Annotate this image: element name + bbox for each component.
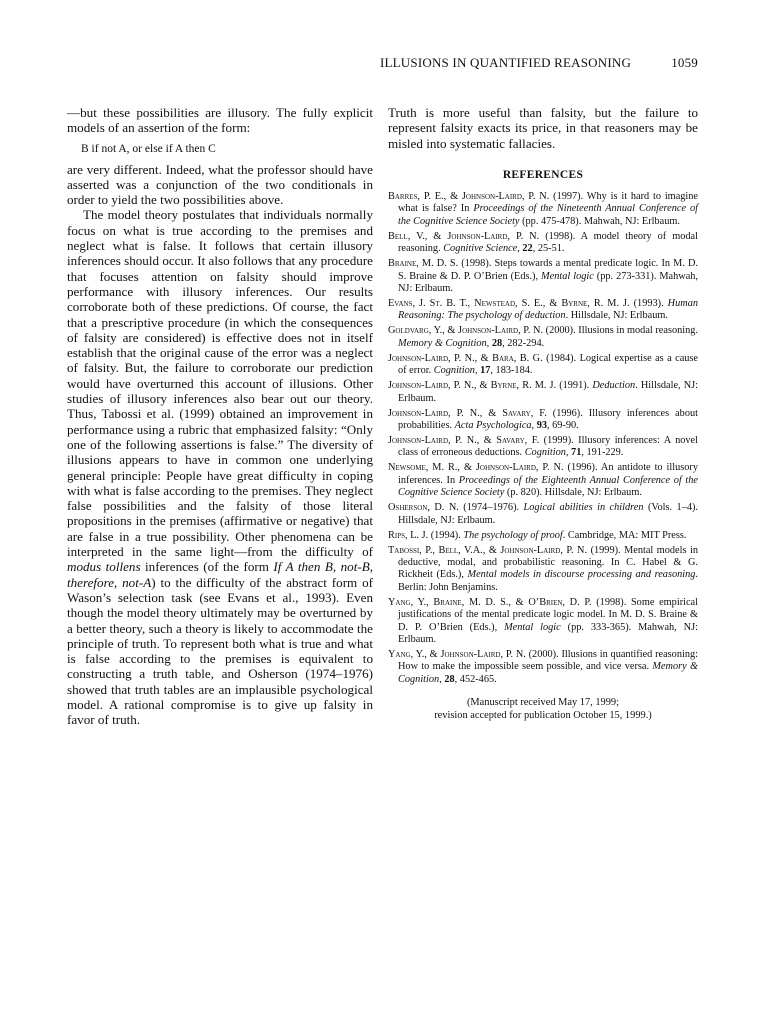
running-title: ILLUSIONS IN QUANTIFIED REASONING [380,55,632,70]
reference-text-c: , 25-51. [532,243,565,255]
reference-volume: 17 [480,365,491,377]
reference-volume: 93 [536,419,547,431]
reference-text-b: , [517,243,523,255]
reference-authors: Yang, Y., Braine, M. D. S., & O’Brien, D. P. [388,596,592,608]
reference-title: Proceedings of the Nineteenth Annual Conference of the Cognitive Science Society [398,203,698,227]
reference-text-a: (1998). Steps towards a mental predicate logic. In M. D. S. Braine & D. P. O’Brien (Eds.), [398,258,699,282]
reference-authors: Osherson, D. N. [388,502,459,514]
reference-item [388,649,698,686]
reference-text-c: , 452-465. [454,673,497,685]
reference-text-c: , 191-229. [581,447,624,459]
reference-title: The psychology of proof [463,529,563,541]
reference-authors: Goldvarg, Y., & Johnson-Laird, P. N. [388,325,544,337]
reference-item [388,435,698,460]
reference-text-b: . Berlin: John Benjamins. [398,569,698,593]
reference-text-b: (pp. 475-478). Mahwah, NJ: Erlbaum. [519,215,680,227]
reference-item [388,545,698,595]
paragraph-3-text-c: ) to the difficulty of the abstract form of Wason’s selection task (see Evans et al., 1993). Even though the model theory ultimately may be overturned by a better theory, such a theory is likely to accommodate the principle of truth. To represent both what is true and what is false according to the premises is equivalent to constructing a truth table, and Osherson (1974–1976) showed that truth tables are an implausible psychological model. A rational compromise is to give up falsity in favor of truth. [67,574,373,728]
reference-text-b: , [474,365,481,377]
reference-text-a: (1991). [556,380,593,392]
page-number: 1059 [671,55,698,70]
reference-title: Memory & Cognition [398,661,698,685]
references-heading: REFERENCES [502,168,584,181]
reference-item [388,325,698,350]
reference-title: Mental logic [541,270,594,282]
reference-text-a: (1998). Some empirical justifications of the mental predicate logic model. In M. D. S. Braine & D. P. O’Brien (Eds.), [398,596,698,633]
reference-title: Mental models in discourse processing and reasoning [467,569,696,581]
reference-text-a: (1999). Illusory inferences: A novel class of erroneous deductions. [398,434,698,459]
reference-text-b: , [486,337,492,349]
reference-authors: Tabossi, P., Bell, V.A., & Johnson-Laird, P. N. [388,544,588,556]
reference-volume: 22 [522,243,533,255]
reference-text-c: , 69-90. [547,419,579,431]
reference-title: Cognition [433,365,475,377]
reference-text-a: (1993). [629,297,668,309]
running-header [380,55,698,71]
reference-authors: Bell, V., & Johnson-Laird, P. N. [388,230,540,242]
paragraph-3-text-b: inferences (of the form [140,559,274,575]
paragraph-closing: Truth is more useful than falsity, but the failure to represent falsity exacts its price, in that reasoners may be misled into systematic fallacies. [388,105,698,151]
reference-text-a: (1996). Illusory inferences about probabilities. [398,407,698,431]
reference-title: Human Reasoning: The psychology of deduction [398,297,698,322]
reference-item [388,408,698,433]
reference-title: Proceedings of the Eighteenth Annual Conference of the Cognitive Science Society [398,474,698,499]
reference-text-a: (1997). Why is it hard to imagine what is false? In [398,190,698,215]
manuscript-note [388,696,698,722]
reference-title: Cognition [524,447,566,459]
reference-text-a: (1998). A model theory of modal reasoning. [398,230,698,255]
reference-volume: 71 [571,447,582,459]
reference-text-b: (pp. 273-331). Mahwah, NJ: Erlbaum. [398,270,698,294]
reference-text-a: (2000). Illusions in modal reasoning. [543,325,698,337]
paragraph-3-text-a: The model theory postulates that individuals normally focus on what is true according to the premises and neglect what is false. It follows that certain illusory inferences should occur. It also follows that any procedure that focuses attention on falsity should improve performance with illusory inferences. Our results corroborate both of these predictions. Of course, the fact that a prescriptive procedure (in which the consequences of falsity are considered) is effective does not in itself establish that the original cause of the error was a neglect of falsity. But, the failure to corroborate our prediction would have overturned this account of illusions. Other studies of illusory inferences also bear out our theory. Thus, Tabossi et al. (1999) obtained an improvement in performance using a rubric that emphasized falsity: “Only one of the following assertions is false.” The diversity of illusions appears to have in common one underlying general principle: People have great difficulty in coping with what is false according to the premises. They neglect false possibilities and the falsity of those literal propositions in the premises (affirmative or negative) that are false in a true possibility. Other phenomena can be interpreted in the same light—from the difficulty of [67,207,373,560]
reference-text-a: (1994). [428,529,464,541]
paragraph-3 [67,207,373,727]
reference-volume: 28 [491,337,503,349]
reference-title: Cognitive Science [443,243,518,255]
manuscript-received: (Manuscript received May 17, 1999; [466,697,620,709]
reference-text-b: . Hillsdale, NJ: Erlbaum. [398,380,698,404]
reference-authors: Yang, Y., & Johnson-Laird, P. N. [388,649,526,661]
paragraph-3-italic-1: modus tollens [67,559,141,575]
paragraph-3-italic-2: If A then B, not-B, therefore, not-A [67,559,373,590]
reference-authors: Evans, J. St. B. T., Newstead, S. E., & Byrne, R. M. J. [388,297,630,309]
reference-text-b: , [565,447,572,459]
reference-volume: 28 [444,673,455,685]
paragraph-2: are very different. Indeed, what the professor should have asserted was a conjunction of the two conditionals in order to yield the two possibilities above. [67,161,373,208]
reference-text-a: (1999). Mental models in deductive, modal, and probabilistic reasoning. In C. Habel & G. Rickheit (Eds.), [398,544,699,581]
paragraph-1: —but these possibilities are illusory. The fully explicit models of an assertion of the form: [67,105,373,136]
reference-text-b: , [439,673,445,685]
reference-text-b: (Vols. 1–4). Hillsdale, NJ: Erlbaum. [398,502,698,526]
reference-item [388,191,698,228]
reference-text-a: (1974–1976). [458,502,524,514]
formula: B if not A, or else if A then C [81,142,216,155]
reference-item [388,353,698,378]
reference-authors: Johnson-Laird, P. N., & Byrne, R. M. J. [388,380,557,392]
reference-item [388,298,698,323]
reference-text-b: . Hillsdale, NJ: Erlbaum. [565,310,668,322]
reference-authors: Johnson-Laird, P. N., & Savary, F. [388,434,540,446]
reference-authors: Braine, M. D. S. [388,258,459,270]
reference-item [388,530,698,542]
left-column [67,105,373,728]
reference-title: Mental logic [504,621,561,633]
right-column [388,105,698,722]
reference-text-b: (p. 820). Hillsdale, NJ: Erlbaum. [504,487,642,499]
reference-title: Memory & Cognition [398,337,487,349]
reference-title: Deduction [592,380,636,392]
reference-text-c: , 183-184. [490,365,533,377]
reference-title: Logical abilities in children [523,502,644,514]
reference-authors: Newsome, M. R., & Johnson-Laird, P. N. [388,462,564,474]
reference-text-b: (pp. 333-365). Mahwah, NJ: Erlbaum. [398,621,698,646]
reference-text-a: (2000). Illusions in quantified reasoning: How to make the impossible seem possible, and vice versa. [398,649,698,673]
reference-text-a: (1996). An antidote to illusory inferences. In [398,462,698,486]
reference-authors: Johnson-Laird, P. N., & Savary, F. [388,407,547,419]
reference-authors: Rips, L. J. [388,529,429,541]
reference-item [388,462,698,499]
reference-authors: Johnson-Laird, P. N., & Bara, B. G. [388,352,543,364]
reference-item [388,231,698,256]
reference-item [388,502,698,527]
reference-item [388,258,698,295]
manuscript-revision: revision accepted for publication October 15, 1999.) [434,710,652,722]
reference-authors: Barres, P. E., & Johnson-Laird, P. N. [388,190,550,202]
reference-item [388,380,698,405]
reference-text-b: , [531,419,537,431]
reference-text-a: (1984). Logical expertise as a cause of error. [398,352,698,377]
reference-text-b: . Cambridge, MA: MIT Press. [562,529,687,541]
reference-text-c: , 282-294. [502,337,545,349]
reference-list [388,191,698,686]
reference-item [388,597,698,647]
reference-title: Acta Psychologica [454,419,532,431]
